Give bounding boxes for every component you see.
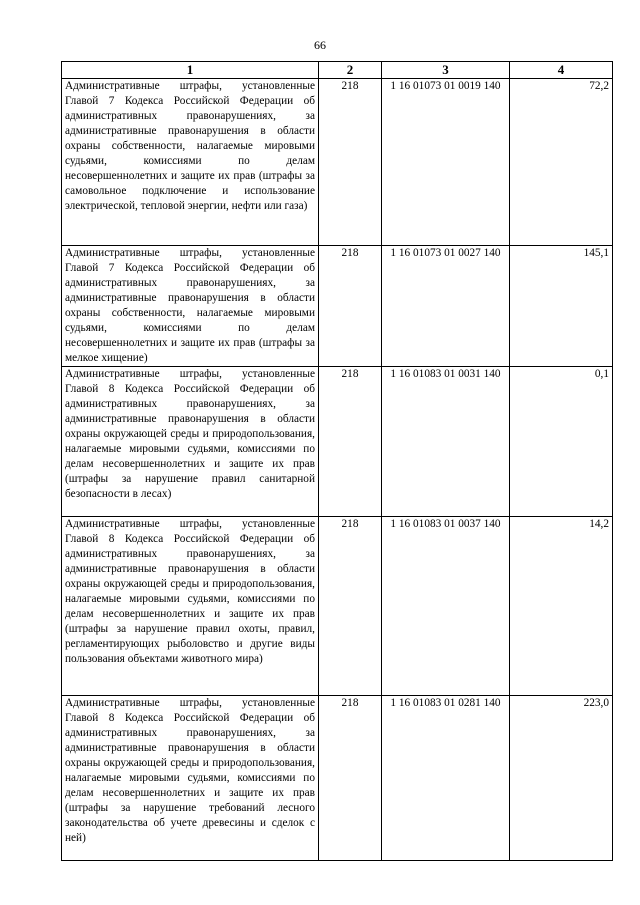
row-description: Административные штрафы, установленные Главой 8 Кодекса Российской Федерации об административных правонарушениях, за административные правонарушения в области охраны окружающей среды и природопользования, налагаемые мировыми судьями, комиссиями по делам несовершеннолетних и защите их прав (штрафы за нарушение правил санитарной безопасности в лесах) (62, 367, 319, 517)
table-row (62, 79, 613, 246)
row-amount: 72,2 (510, 79, 613, 246)
table-row (62, 517, 613, 696)
row-admin-code: 218 (319, 696, 382, 861)
row-admin-code: 218 (319, 517, 382, 696)
column-header-1: 1 (62, 62, 319, 79)
row-amount: 145,1 (510, 246, 613, 367)
row-kbk-code: 1 16 01073 01 0019 140 (382, 79, 510, 246)
budget-revenue-table (61, 61, 613, 861)
column-header-3: 3 (382, 62, 510, 79)
row-description: Административные штрафы, установленные Главой 7 Кодекса Российской Федерации об административных правонарушениях, за административные правонарушения в области охраны собственности, налагаемые мировыми судьями, комиссиями по делам несовершеннолетних и защите их прав (штрафы за мелкое хищение) (62, 246, 319, 367)
row-admin-code: 218 (319, 79, 382, 246)
row-admin-code: 218 (319, 246, 382, 367)
row-kbk-code: 1 16 01083 01 0037 140 (382, 517, 510, 696)
row-description: Административные штрафы, установленные Главой 8 Кодекса Российской Федерации об административных правонарушениях, за административные правонарушения в области охраны окружающей среды и природопользования, налагаемые мировыми судьями, комиссиями по делам несовершеннолетних и защите их прав (штрафы за нарушение правил охоты, правил, регламентирующих рыболовство и другие виды пользования объектами животного мира) (62, 517, 319, 696)
column-header-4: 4 (510, 62, 613, 79)
column-header-2: 2 (319, 62, 382, 79)
row-description: Административные штрафы, установленные Главой 7 Кодекса Российской Федерации об административных правонарушениях, за административные правонарушения в области охраны собственности, налагаемые мировыми судьями, комиссиями по делам несовершеннолетних и защите их прав (штрафы за самовольное подключение и использование электрической, тепловой энергии, нефти или газа) (62, 79, 319, 246)
table-row (62, 696, 613, 861)
row-kbk-code: 1 16 01073 01 0027 140 (382, 246, 510, 367)
table-row (62, 367, 613, 517)
row-amount: 223,0 (510, 696, 613, 861)
row-description: Административные штрафы, установленные Главой 8 Кодекса Российской Федерации об административных правонарушениях, за административные правонарушения в области охраны окружающей среды и природопользования, налагаемые мировыми судьями, комиссиями по делам несовершеннолетних и защите их прав (штрафы за нарушение требований лесного законодательства об учете древесины и сделок с ней) (62, 696, 319, 861)
row-admin-code: 218 (319, 367, 382, 517)
row-kbk-code: 1 16 01083 01 0031 140 (382, 367, 510, 517)
row-amount: 0,1 (510, 367, 613, 517)
table-row (62, 246, 613, 367)
page-number: 66 (314, 38, 326, 52)
row-amount: 14,2 (510, 517, 613, 696)
table-header-row (62, 62, 613, 79)
row-kbk-code: 1 16 01083 01 0281 140 (382, 696, 510, 861)
